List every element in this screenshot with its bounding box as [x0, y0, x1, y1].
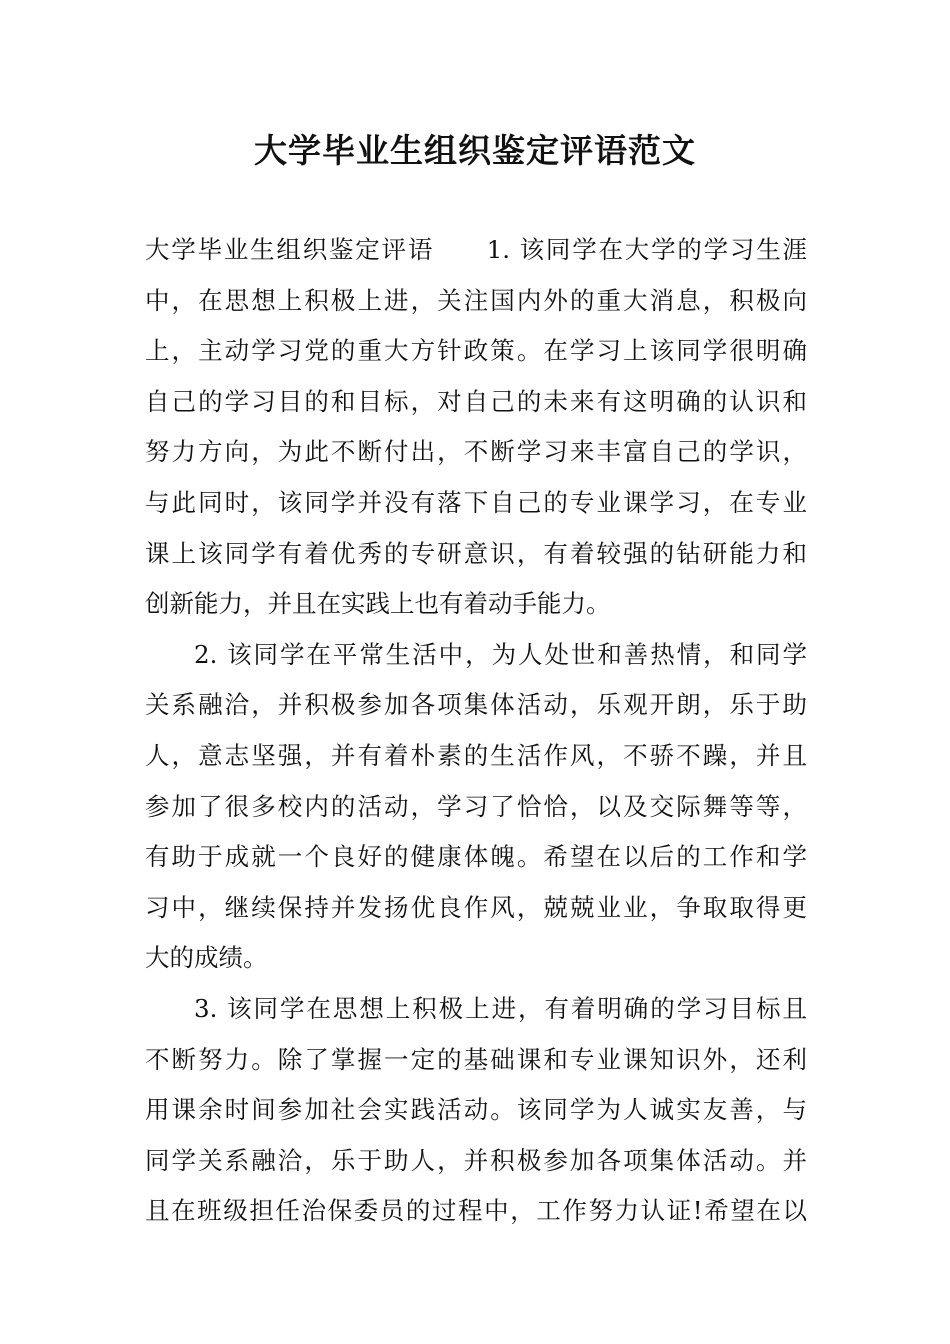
body-line: 且在班级担任治保委员的过程中，工作努力认证!希望在以 [145, 1196, 807, 1226]
body-line: 不断努力。除了掌握一定的基础课和专业课知识外，还利 [145, 1044, 807, 1074]
body-line: 同学关系融洽，乐于助人，并积极参加各项集体活动。并 [145, 1145, 807, 1175]
body-line: 有助于成就一个良好的健康体魄。希望在以后的工作和学 [145, 842, 807, 872]
body-line: 中，在思想上积极上进，关注国内外的重大消息，积极向 [145, 285, 807, 315]
document-title: 大学毕业生组织鉴定评语范文 [254, 131, 696, 170]
body-line: 关系融洽，并积极参加各项集体活动，乐观开朗，乐于助 [145, 690, 807, 720]
body-line: 习中，继续保持并发扬优良作风，兢兢业业，争取取得更 [145, 892, 807, 922]
body-line: 3. 该同学在思想上积极上进，有着明确的学习目标且 [194, 993, 807, 1023]
body-line: 课上该同学有着优秀的专研意识，有着较强的钻研能力和 [145, 538, 807, 568]
body-line: 大的成绩。 [145, 943, 268, 973]
body-line: 与此同时，该同学并没有落下自己的专业课学习，在专业 [145, 487, 807, 517]
body-line: 上，主动学习党的重大方针政策。在学习上该同学很明确 [145, 336, 807, 366]
body-line: 参加了很多校内的活动，学习了恰恰，以及交际舞等等， [145, 791, 807, 821]
body-line: 2. 该同学在平常生活中，为人处世和善热情，和同学 [194, 639, 807, 669]
body-line: 努力方向，为此不断付出，不断学习来丰富自己的学识， [145, 437, 807, 467]
body-line: 人，意志坚强，并有着朴素的生活作风，不骄不躁，并且 [145, 740, 807, 770]
document-body [145, 225, 807, 1237]
body-line: 自己的学习目的和目标，对自己的未来有这明确的认识和 [145, 386, 807, 416]
body-line: 大学毕业生组织鉴定评语 1. 该同学在大学的学习生涯 [145, 235, 807, 264]
body-line: 用课余时间参加社会实践活动。该同学为人诚实友善，与 [145, 1095, 807, 1125]
body-line: 创新能力，并且在实践上也有着动手能力。 [145, 589, 611, 619]
